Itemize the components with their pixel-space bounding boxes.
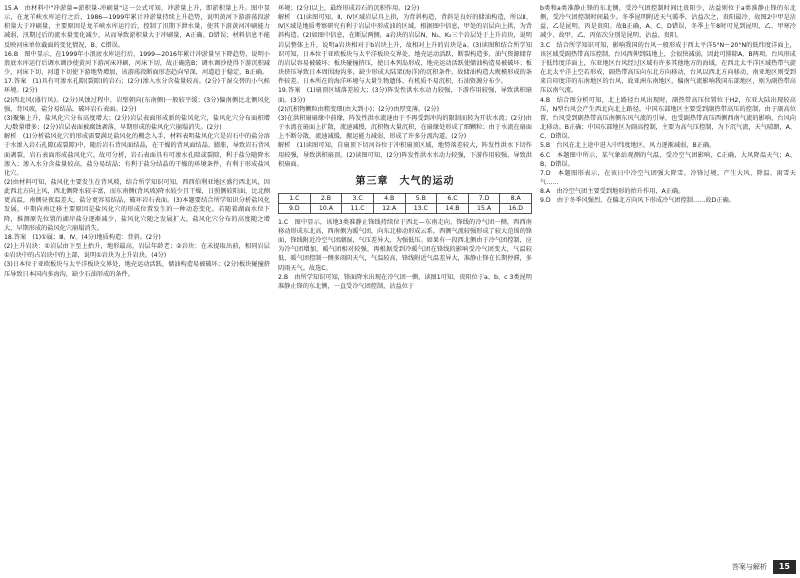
footer-label: 答案与解析 xyxy=(731,563,767,571)
table-cell: 15.A xyxy=(468,203,500,213)
answer-19-part-3: (3)在洪积扇扇缘中前缘，阵发性洪水流速由于不再受到冲沟的限制而转为开状水流；(2分)由于水流在扇面上扩散，流速减慢，沉积物大量沉积，在扇缘处形成了细颗粒；由于水流在扇面上不断分散，流速减缓，搬运能力减弱，形成了许多分流沟道。(2分) xyxy=(278,114,532,141)
answer-17-part-1: 17.答案 (1)具有可渗水孔隙(裂隙)的岩石；(2分)渗入水分含盐量较高。(2分)干湿交替的小气候环境。(2分) xyxy=(4,78,270,95)
table-cell: 7.D xyxy=(468,193,500,203)
table-cell: 1.C xyxy=(279,193,311,203)
chapter3-answer-8: 8.A 由冷空气团主要受到地形的抬升作用，A正确。 xyxy=(540,188,685,196)
chapter3-answer-6: 6.C 本题图中所示，某气象站观测的气温，受冷空气团影响，C正确，大风降温天气；A、B、D错误。 xyxy=(540,151,796,168)
table-cell: 12.A xyxy=(373,203,405,213)
table-cell: 3.C xyxy=(342,193,374,203)
table-cell: 6.C xyxy=(437,193,469,203)
table-cell: 10.A xyxy=(310,203,342,213)
answer-18-part-2: (2)上升岩块：①岩层由下至上抬升，地形最高，岩层年龄老；②岩块：在未提取出前，相同岩层①岩块中的占岩块中的上部，说明①岩块为上升岩块。(4分) xyxy=(4,243,270,260)
table-row xyxy=(279,203,532,213)
chapter3-answer-7: 7.D 本题图形表示，在该日中冷空气团强大降雪。冷锋过境，产生大风、降温、雨雪天气…… xyxy=(540,169,796,186)
answer-table xyxy=(278,193,532,214)
answer-16: 16.B 图中显示，在1999年小浪底水库运行后，1999—2016年累计冲淤量呈下降趋势，说明小浪底水库运行后调水调沙使黄河下游河床冲刷，河床下切，故正确选B；调水调沙使得下游沉积减少，河床下切，河道下切使下游地势增加，该游荡段断面形态趋向窄深，河道趋于稳定，B正确。 xyxy=(4,50,270,77)
table-cell: 5.B xyxy=(405,193,437,203)
table-cell: 16.D xyxy=(500,203,532,213)
chapter3-answer-2-continued: b类和a类准静止锋的东北侧，受冷气团控制时间比贵阳少，沾益则位于a类准静止锋的东北侧，受冷气团控制时间最少。冬季昆明附近天气暖季，沾益次之，贵阳最冷，故图2中甲是沾益，乙是昆明，丙是贵阳。故B正确，A、C、D错误，冬季上午8时可见到昆明、乙、甲寒冷减少、故甲、乙、丙依次分别是昆明、沾益、贵阳。 xyxy=(540,5,796,40)
table-cell: 9.D xyxy=(279,203,311,213)
answer-19-part-1: 19.答案 (1)扇顶区域落差较大；(3分)阵发性洪水水动力较强，下游作用较强，导致洪积扇面。(3分) xyxy=(278,87,532,104)
answer-17-analysis-2: (2)由材料可知，盐风化主要发生在背风坡，结合所学知识可知，西西伯利亚地区盛行西北风，因此西北方向上风，西北侧降水较丰富，而东南侧(背风坡)降水较少且干燥，日照侧较阳面，比北侧更高温，南侧昼夜温差大，盐分更容易结晶，破坏岩石表面。(3)本题要结合所学知识分析盐风化发展，中期向南迁移主要原因是盐风化穴的形成位置发生的一种动态变化。若随着湖面水位下降，推测原先位置的湖岸盐分逐渐减少，盐风化穴随之发展扩大，盐风化穴分布的高度随之增大，早期形成的盐风化穴崩塌消失。 xyxy=(4,178,270,232)
answer-19-part-2: (2)沉积物颗粒由粗变细(由大到小)；(2分)由厚变薄。(2分) xyxy=(278,105,440,113)
table-cell: 8.A xyxy=(500,193,532,203)
answer-17-part-3: (3)聚集上升，盐风化穴分布高度增大；(2分)岩层表面形成新的盐风化穴，盐风化穴分布面积增大/数量增多；(2分)岩层表面被腐蚀剥落，早期形成的盐风化穴崩塌消失。(2分) xyxy=(4,114,270,132)
chapter3-answer-1: 1.C 图中显示，该地3类准静止锋线持续位于西北—东南走向，锋线的冷气团一侧，西西南移动形成东北高，西南侧为暖气团，向东北移动形成云系，西侧气流较强形成了较大范围的锋面，锋线附近冷空气团潮湿，气压差异大，为强低压。如果有一段西北侧由于冷气团控制，应为冷气团增加，暖气团相对较强，再根据受到冷暖气团在锋线的影响受冷气团变大，气温较低，暖气团控制一侧多雨阴天气，气温较高，锋线附近气温差异大，准静止锋在长期停滞，多阴雨天气。故选C。 xyxy=(278,218,532,272)
answer-19-analysis: 解析 (1)读图可知，自扇顶下切河谷位于冲积扇顶区域，地势落差较大，阵发性洪水下切作用较强，导致洪积扇顶。(2)读图可知，(2分)阵发性洪水水动力较强，下游作用较强，导致洪积扇面。 xyxy=(278,142,532,168)
table-cell: 2.B xyxy=(310,193,342,203)
answer-18-analysis: 解析 (1)读图可知，Ⅱ、Ⅳ区域岩层具上拱，为背斜构造，背斜是良好的储油构造，所以Ⅱ、Ⅳ区域是地质考察研究有利于岩层中形成油的区域。根据图中信息，甲处的岩层向上拱，为背斜构造。(2)如图中信息，在断层两侧，a岩块的岩层N、N₂、K₂三个岩层处于上升岩块，说明岩层整体上升，说明a岩块相对于b岩块上升，故相对上升的岩块是a。(3)读图和结合所学知识可知，日本位于亚欧板块与太平洋板块交界处，地壳运动活跃，断裂构造多，油气资源储存的岩层容易被破坏；板块碰撞挤压，使日本列岛形成，地壳运动活跃使储油构造易被破坏；板块挤压导致日本周围海沟多，缺少形成大陆架(海洋)的沉积条件，故储油构造大规模形成的条件较差。日本所在的海洋环境与大量生物遗体、有机质不易沉积，石油资源分布少。 xyxy=(278,14,532,86)
column-middle xyxy=(278,4,532,564)
table-cell: 13.C xyxy=(405,203,437,213)
chapter3-answer-9: 9.D 由于冬季风强烈，在偏北方向风下形成冷气团控制……故D正确。 xyxy=(540,197,735,205)
answer-18-continued: 环境；(2分)以上，最终形成岩石的沉积作用。(2分) xyxy=(278,5,420,12)
column-left xyxy=(4,4,270,544)
table-cell: 11.C xyxy=(342,203,374,213)
answer-17-part-2: (2)西北风(盛行风)。(2分)风蚀过程中，岩壁朝向(东南侧)一般较平缓；(3分)偏南侧比北侧风化强，背风坡，盐分易结晶，破坏岩石表面。(2分) xyxy=(4,96,270,113)
answer-18-part-3: (3)日本位于亚欧板块与太平洋板块交界处，地壳运动活跃，储油构造易被破坏；(2分)板块碰撞挤压导致日本国内多海沟，缺少石油形成的条件。 xyxy=(4,261,270,278)
table-row xyxy=(279,193,532,203)
chapter3-answer-3: 3.C 结合所学知识可知，影响我国的台风一般形成于西太平洋5°N～20°N的低纬度洋面上，该区域受副热带高压控制，台风西伸到陆地上，会很快减弱，因此可排除A、B两项。台风形成于低纬度洋面上，东亚地区台风经过区域有许多其他地方的海域，在西北太平洋区域热带气旋在北太平洋上空若形成，副热带高压向东北方向移动，台风以西北方向移动，南亚地区则受到来自印度洋的东南地区的台风，故亚洲东南地区，偏南气流影响我国东部地区，则为副热带高压以南气流。 xyxy=(540,41,796,95)
table-cell: 14.B xyxy=(437,203,469,213)
table-cell: 4.B xyxy=(373,193,405,203)
answer-18-part-1: 18.答案 (1)①属；Ⅲ、Ⅳ。(4分)地质构造：背斜。(2分) xyxy=(4,233,161,241)
answer-17-analysis-1: 解析 (1)分析盐风化穴的形成需要满足盐风化的概念入手，材料表明盐风化穴是岩石中的盐分溶于水渗入岩石孔隙(或裂隙)中，随后岩石背风面结晶，在干燥的背风面结晶、膨胀，导致岩石背风面剥裂，岩石表面形成盐风化穴。故可分析，岩石表面具有可渗水孔隙或裂隙，利于盐分随降水渗入；渗入水分含盐量较高，盐分易结晶；有利于盐分结晶的干燥的环境条件，有利于形成盐风化穴。 xyxy=(4,133,270,177)
page-footer xyxy=(732,560,796,574)
page-number: 15 xyxy=(773,560,796,574)
answer-15: 15.A 由材料中"冲淤量=淤积量-冲刷量"这一公式可知，冲淤量上升，即淤积量上升。图中显示，在龙羊峡水库运行之后，1986—1999年累计冲淤量持续上升趋势，说明黄河下游游荡段淤积量大于冲刷量，主要原因是龙羊峡水库运行后，控制了汛期下泄水量，使其下游黄河冲刷能力减弱，汛期过后的流水量变化减少，从而导致淤积量大于冲刷量，A正确、D错误；材料信息不能反映河床单位截面的变化情况，B、C错误。 xyxy=(4,5,270,49)
column-right xyxy=(540,4,796,549)
chapter3-answer-5: 5.B 台风在北上途中进入中纬度地区，风力逐渐减弱，B正确。 xyxy=(540,142,716,150)
chapter3-answer-4: 4.B 结合图分析可知，北上路径台风出现时，副热带高压位置位于H2，东亚大陆出现较高压，N型台风会产生西北向北上路径，中国东部地区主要受到副热带高压的控制，由于副高位置，台风受到副热带高压南侧东风气流的引导，也受副热带高压西侧西南气流的影响，台风向北移动。B正确；中国东部地区为副高控制，主要为高气压控制，为下沉气流，天气晴朗，A、C、D错误。 xyxy=(540,96,796,141)
chapter-title: 第三章 大气的运动 xyxy=(355,175,455,187)
chapter3-answer-2: 2.B 由所学知识可知，锋面降水出现在冷气团一侧，读图1可知，贵阳位于a、b、c 3类昆明准静止锋的东北侧，一直受冷气团控制，沾益位于 xyxy=(278,273,532,290)
